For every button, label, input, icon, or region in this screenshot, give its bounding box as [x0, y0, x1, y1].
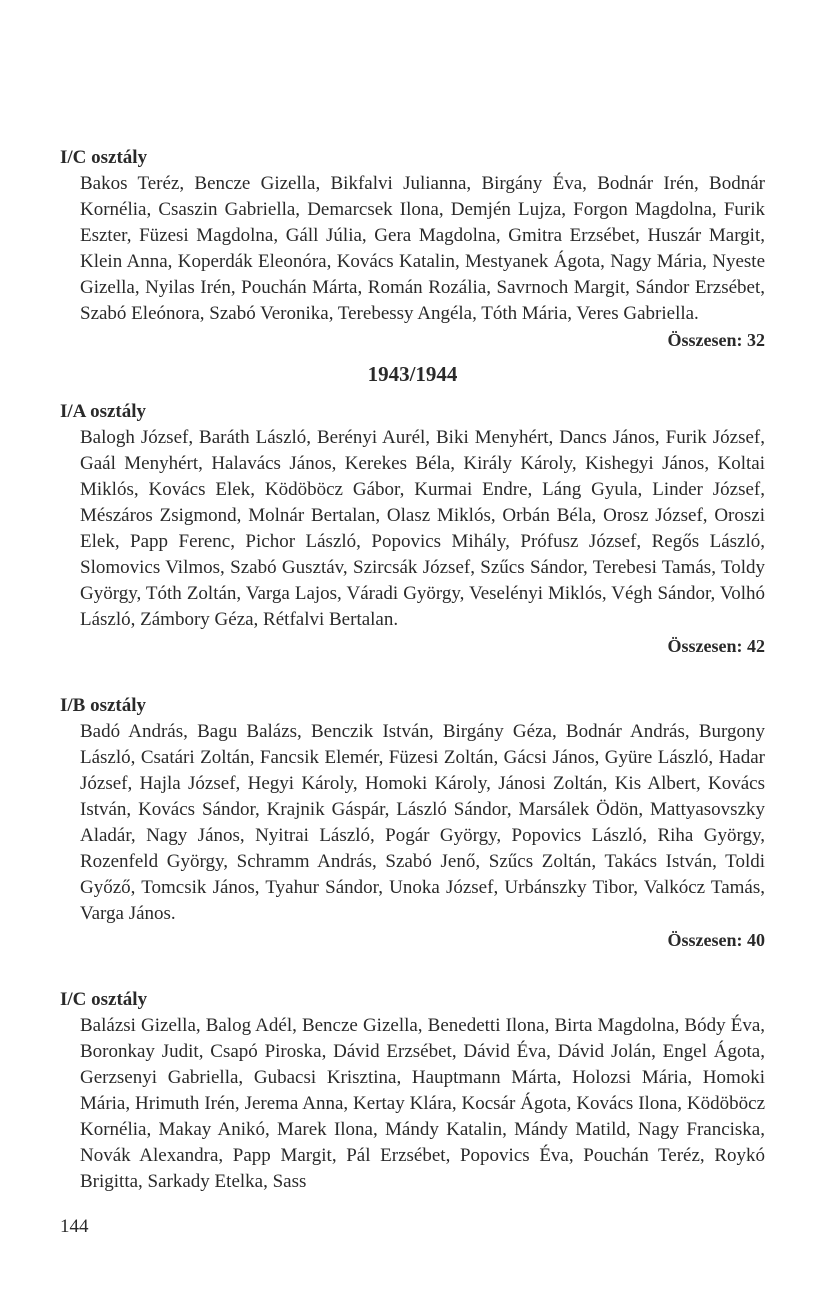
section-heading: I/C osztály [60, 147, 148, 168]
section-heading: I/B osztály [60, 695, 147, 716]
student-list: Balázsi Gizella, Balog Adél, Bencze Gizella, Benedetti Ilona, Birta Magdolna, Bódy Éva, Boronkay Judit, Csapó Piroska, Dávid Erzsébet, Dávid Éva, Dávid Jolán, Engel Ágota, Gerzsenyi Gabriella, Gubacsi Krisztina, Hauptmann Márta, Holozsi Mária, Homoki Mária, Hrimuth Irén, Jerema Anna, Kertay Klára, Kocsár Ágota, Kovács Ilona, Ködöböcz Kornélia, Makay Anikó, Marek Ilona, Mándy Katalin, Mándy Matild, Nagy Franciska, Novák Alexandra, Papp Margit, Pál Erzsébet, Popovics Éva, Pouchán Teréz, Roykó Brigitta, Sarkady Etelka, Sass [80, 1015, 765, 1192]
section-1c-1943 [60, 987, 765, 1195]
total-count: Összesen: 42 [667, 636, 765, 656]
spacer [60, 659, 765, 693]
total-count: Összesen: 40 [667, 930, 765, 950]
page-content [60, 145, 765, 1195]
spacer [60, 953, 765, 987]
section-1a-1943 [60, 399, 765, 659]
section-1b-1943 [60, 693, 765, 953]
section-heading: I/A osztály [60, 401, 147, 422]
total-count: Összesen: 32 [667, 330, 765, 350]
page-number: 144 [60, 1216, 89, 1237]
school-year-title: 1943/1944 [367, 362, 458, 386]
student-list: Badó András, Bagu Balázs, Benczik István, Birgány Géza, Bodnár András, Burgony László, Csatári Zoltán, Fancsik Elemér, Füzesi Zoltán, Gácsi János, Gyüre László, Hadar József, Hajla József, Hegyi Károly, Homoki Károly, Jánosi Zoltán, Kis Albert, Kovács István, Kovács Sándor, Krajnik Gáspár, László Sándor, Marsálek Ödön, Mattyasovszky Aladár, Nagy János, Nyitrai László, Pogár György, Popovics László, Riha György, Rozenfeld György, Schramm András, Szabó Jenő, Szűcs Zoltán, Takács István, Toldi Győző, Tomcsik János, Tyahur Sándor, Unoka József, Urbánszky Tibor, Valkócz Tamás, Varga János. [80, 721, 765, 924]
student-list: Balogh József, Baráth László, Berényi Aurél, Biki Menyhért, Dancs János, Furik József, Gaál Menyhért, Halavács János, Kerekes Béla, Király Károly, Kishegyi János, Koltai Miklós, Kovács Elek, Ködöböcz Gábor, Kurmai Endre, Láng Gyula, Linder József, Mészáros Zsigmond, Molnár Bertalan, Olasz Miklós, Orbán Béla, Orosz József, Oroszi Elek, Papp Ferenc, Pichor László, Popovics Mihály, Prófusz József, Regős László, Slomovics Vilmos, Szabó Gusztáv, Szircsák József, Szűcs Sándor, Terebesi Tamás, Toldy György, Tóth Zoltán, Varga Lajos, Váradi György, Veselényi Miklós, Végh Sándor, Volhó László, Zámbory Géza, Rétfalvi Bertalan. [80, 427, 765, 630]
section-1c-1942 [60, 145, 765, 353]
student-list: Bakos Teréz, Bencze Gizella, Bikfalvi Julianna, Birgány Éva, Bodnár Irén, Bodnár Kornélia, Csaszin Gabriella, Demarcsek Ilona, Demjén Lujza, Forgon Magdolna, Furik Eszter, Füzesi Magdolna, Gáll Júlia, Gera Magdolna, Gmitra Erzsébet, Huszár Margit, Klein Anna, Koperdák Eleonóra, Kovács Katalin, Mestyanek Ágota, Nagy Mária, Nyeste Gizella, Nyilas Irén, Pouchán Márta, Román Rozália, Savrnoch Margit, Sándor Erzsébet, Szabó Eleónora, Szabó Veronika, Terebessy Angéla, Tóth Mária, Veres Gabriella. [80, 173, 765, 324]
section-heading: I/C osztály [60, 989, 148, 1010]
